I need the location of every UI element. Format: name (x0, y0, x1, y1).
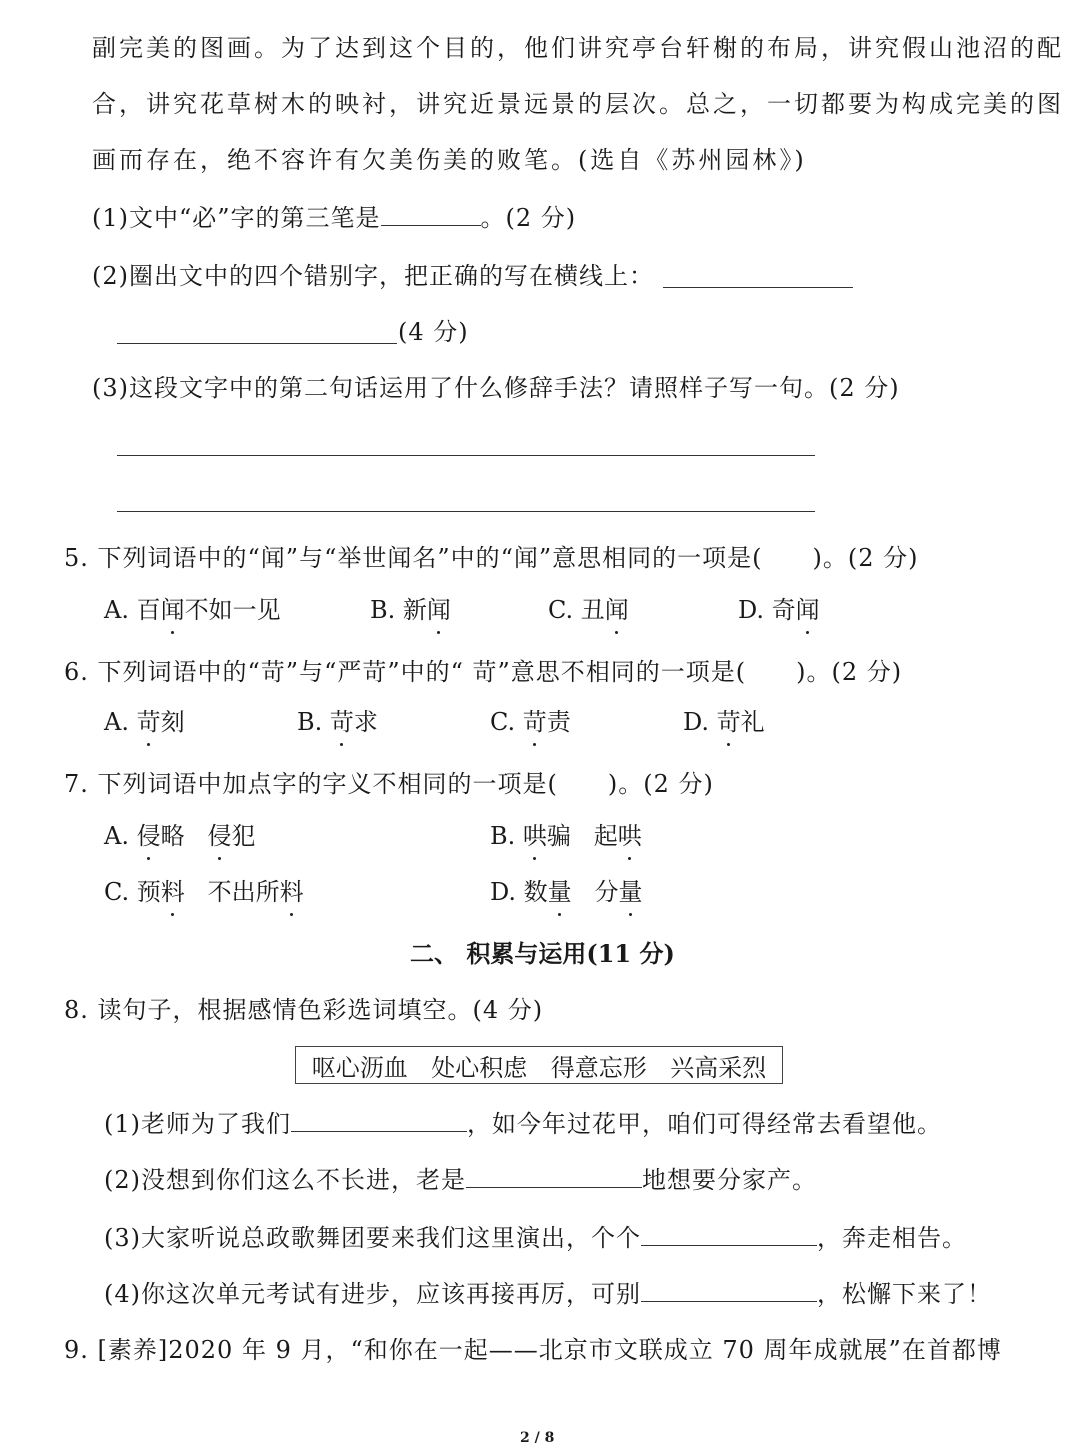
q8-blank-1[interactable] (291, 1130, 467, 1132)
word-bank-item: 处心积虑 (431, 1053, 528, 1082)
dotted-char: 侵 (136, 822, 161, 850)
option-text: 求 (353, 708, 378, 736)
q4-sub3-answer-line-2[interactable] (117, 511, 815, 512)
option-text: 数 (523, 878, 548, 906)
q6-stem: 6. 下列词语中的“苛”与“严苛”中的“ 苛”意思不相同的一项是( )。(2 分) (64, 658, 903, 686)
option-text: 丑 (580, 596, 605, 624)
q4-sub2-text: (2)圈出文中的四个错别字，把正确的写在横线上： (92, 262, 654, 290)
option-text: 不如一见 (184, 596, 281, 624)
sentence-text: ，奔走相告。 (817, 1224, 967, 1252)
q4-sub3-text: (3)这段文字中的第二句话运用了什么修辞手法？请照样子写一句。(2 分) (92, 374, 900, 402)
dotted-char: 闻 (160, 596, 185, 624)
q7-option-b[interactable] (490, 820, 642, 852)
dotted-char: 侵 (207, 822, 232, 850)
option-label: C. (490, 708, 516, 736)
q8-sentence-2 (104, 1164, 817, 1196)
q4-sub2-answer-blank-2[interactable] (117, 343, 397, 344)
dotted-char: 料 (160, 878, 185, 906)
page-number: 2 / 8 (520, 1430, 555, 1446)
option-label: C. (548, 596, 574, 624)
word-bank-item: 得意忘形 (550, 1053, 647, 1082)
dotted-char: 苛 (522, 708, 547, 736)
q5-option-c[interactable] (548, 594, 629, 626)
section-heading: 二、 积累与运用(11 分) (410, 939, 675, 968)
sentence-text: ，松懈下来了！ (817, 1280, 992, 1308)
option-text: 礼 (740, 708, 765, 736)
dotted-char: 量 (618, 878, 643, 906)
q6-option-a[interactable] (104, 706, 185, 738)
option-label: D. (738, 596, 765, 624)
q8-stem: 8. 读句子，根据感情色彩选词填空。(4 分) (64, 996, 544, 1024)
q4-sub3-answer-line-1[interactable] (117, 455, 815, 456)
q6-option-c[interactable] (490, 706, 571, 738)
q6-option-b[interactable] (297, 706, 378, 738)
q4-sub2-answer-blank-1[interactable] (663, 287, 853, 288)
option-text: 犯 (231, 822, 256, 850)
sentence-text: (1)老师为了我们 (104, 1110, 291, 1138)
dotted-char: 料 (279, 878, 304, 906)
option-text: 不出所 (207, 878, 280, 906)
passage-line-1: 副完美的图画。为了达到这个目的，他们讲究亭台轩榭的布局，讲究假山池沼的配 (92, 34, 1064, 62)
option-text: 刻 (160, 708, 185, 736)
q6-option-d[interactable] (683, 706, 765, 738)
option-label: B. (490, 822, 516, 850)
q8-blank-2[interactable] (466, 1186, 642, 1188)
option-text: 分 (594, 878, 619, 906)
option-label: D. (683, 708, 710, 736)
dotted-char: 哄 (617, 822, 642, 850)
q7-option-a[interactable] (104, 820, 256, 852)
q5-option-b[interactable] (370, 594, 451, 626)
q4-sub1-text: (1)文中“必”字的第三笔是 (92, 204, 381, 232)
sentence-text: (3)大家听说总政歌舞团要来我们这里演出，个个 (104, 1224, 641, 1252)
q7-option-c[interactable] (104, 876, 304, 908)
dotted-char: 哄 (522, 822, 547, 850)
word-bank-box (295, 1046, 783, 1084)
sentence-text: 地想要分家产。 (642, 1166, 817, 1194)
q5-stem: 5. 下列词语中的“闻”与“举世闻名”中的“闻”意思相同的一项是( )。(2 分) (64, 544, 919, 572)
q9-stem: 9. [素养]2020 年 9 月，“和你在一起——北京市文联成立 70 周年成就展”在首都博 (64, 1336, 1002, 1364)
q7-stem: 7. 下列词语中加点字的字义不相同的一项是( )。(2 分) (64, 770, 714, 798)
option-text: 百 (136, 596, 161, 624)
q8-sentence-3 (104, 1222, 967, 1254)
option-text: 新 (402, 596, 427, 624)
option-label: B. (370, 596, 396, 624)
passage-line-2: 合，讲究花草树木的映衬，讲究近景远景的层次。总之，一切都要为构成完美的图 (92, 90, 1064, 118)
word-bank-item: 呕心沥血 (311, 1053, 408, 1082)
sentence-text: (2)没想到你们这么不长进，老是 (104, 1166, 466, 1194)
q5-option-a[interactable] (104, 594, 281, 626)
option-label: A. (104, 822, 129, 850)
q8-blank-3[interactable] (641, 1244, 817, 1246)
q8-sentence-4 (104, 1278, 992, 1310)
q4-sub2-points: (4 分) (398, 318, 469, 346)
option-text: 预 (136, 878, 161, 906)
dotted-char: 量 (547, 878, 572, 906)
option-label: D. (490, 878, 517, 906)
dotted-char: 闻 (604, 596, 629, 624)
q5-option-d[interactable] (738, 594, 820, 626)
dotted-char: 闻 (426, 596, 451, 624)
dotted-char: 闻 (795, 596, 820, 624)
dotted-char: 苛 (329, 708, 354, 736)
sentence-text: (4)你这次单元考试有进步，应该再接再厉，可别 (104, 1280, 641, 1308)
q4-sub1-answer-blank[interactable] (381, 224, 481, 226)
option-text: 责 (546, 708, 571, 736)
q7-option-d[interactable] (490, 876, 643, 908)
option-label: A. (104, 708, 129, 736)
q4-sub2 (92, 260, 654, 292)
q4-sub1 (92, 202, 576, 234)
option-text: 略 (160, 822, 185, 850)
option-label: B. (297, 708, 323, 736)
word-bank-item: 兴高采烈 (670, 1053, 767, 1082)
option-text: 起 (593, 822, 618, 850)
q4-sub1-points: 。(2 分) (480, 204, 577, 232)
q8-sentence-1 (104, 1108, 942, 1140)
dotted-char: 苛 (136, 708, 161, 736)
option-label: C. (104, 878, 130, 906)
dotted-char: 苛 (716, 708, 741, 736)
passage-line-3: 画而存在，绝不容许有欠美伤美的败笔。(选自《苏州园林》) (92, 146, 807, 174)
option-text: 奇 (771, 596, 796, 624)
option-text: 骗 (546, 822, 571, 850)
sentence-text: ，如今年过花甲，咱们可得经常去看望他。 (467, 1110, 942, 1138)
option-label: A. (104, 596, 129, 624)
q8-blank-4[interactable] (641, 1300, 817, 1302)
